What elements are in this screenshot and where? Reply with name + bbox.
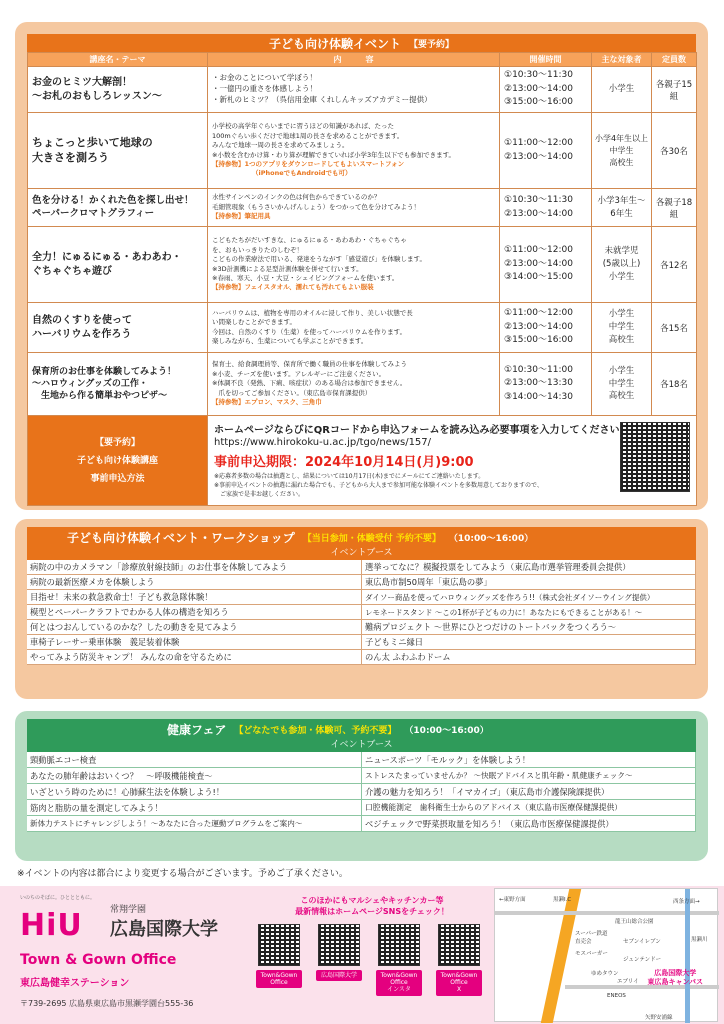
health-fair-header — [27, 719, 696, 739]
col-header: 主な対象者 — [592, 53, 652, 67]
col-header: 講座名・テーマ — [28, 53, 208, 67]
list-item: のん太 ふわふわドーム — [362, 650, 696, 665]
list-item: 何とはつおんしているのかな？したの動きを見てみよう — [27, 620, 362, 635]
qr-card — [256, 924, 302, 996]
qr-code-icon[interactable] — [258, 924, 300, 966]
list-item: やってみよう防災キャンプ！ みんなの命を守るために — [27, 650, 362, 665]
list-item: 模型とペーパークラフトでわかる人体の構造を知ろう — [27, 605, 362, 620]
event-description-cell — [208, 353, 500, 416]
event-name: ちょこっと歩いて地球の 大きさを測ろう — [28, 113, 208, 189]
booth-list — [27, 547, 696, 665]
address: 〒739-2695 広島県東広島市黒瀬学園台555-36 — [20, 999, 194, 1008]
list-item: 介護の魅力を知ろう！「イマカイゴ」（東広島市介護保険課提供） — [362, 784, 696, 800]
map-label: エブリイ — [617, 979, 639, 985]
hiu-logo-text: HiU — [20, 908, 83, 943]
event-target: 小学生 中学生 高校生 — [592, 303, 652, 353]
event-times: ①11:00〜12:00 ②13:00〜14:00 ③14:00〜15:00 — [500, 227, 592, 303]
list-item: レモネードスタンド 〜この1杯が子どもの力に！あなたにもできることがある！〜 — [362, 605, 696, 620]
map-label: 黒瀬川 — [691, 937, 708, 943]
event-description-cell — [208, 113, 500, 189]
event-description: 保育士、給食調理員等、保育所で働く職員の仕事を体験してみよう ※小麦、チーズを使います。アレルギーにご注意ください。 ※体調不良（発熱、下痢、咳症状）のある場合は参加できません。 爪を切ってご参加ください。（東広島市保育課提供） — [212, 360, 407, 397]
tagline: いのちのそばに。ひととともに。 — [20, 895, 96, 901]
event-capacity: 各親子15組 — [652, 67, 697, 113]
access-map — [494, 888, 718, 1022]
university-name-block — [110, 902, 218, 941]
section-subtitle: 【要予約】 — [409, 39, 455, 50]
section-title: 子ども向け体験イベント — [268, 36, 401, 51]
event-name: 自然のくすりを使って ハーバリウムを作ろう — [28, 303, 208, 353]
table-row — [28, 189, 697, 227]
qr-code-icon[interactable] — [438, 924, 480, 966]
section-subtitle: 【どなたでも参加・体験可、予約不要】 — [234, 725, 397, 736]
event-description: ・お金のことについて学ぼう！ ・一億円の重さを体感しよう！ ・新札のヒミツ？（呉信用金庫 くれしんキッズアカデミー提供） — [208, 67, 500, 113]
office-name: Town & Gown Office — [20, 952, 177, 968]
event-name: 保育所のお仕事を体験してみよう！ 〜ハロウィングッズの工作・ 生地から作る簡単おやつピザ〜 — [28, 353, 208, 416]
qr-card — [436, 924, 482, 996]
map-label: ENEOS — [607, 993, 626, 999]
list-item: 東広島市制50周年「東広島の夢」 — [362, 575, 696, 590]
section-hours: （10:00〜16:00） — [404, 725, 489, 736]
map-label: スーパー鉄道 直売会 — [575, 931, 608, 945]
apply-notes: ※応募者多数の場合は抽選とし、結果については10月17日(木)までにメールにてご連絡いたします。 ※事前申込イベントの抽選に漏れた場合でも、子どもから大人まで参加可能な体験イベントを多数用意しておりますので、 ご家族で是非お越しください。 — [214, 473, 543, 498]
reservation-events-panel — [15, 22, 708, 510]
map-label: セブンイレブン — [623, 939, 661, 945]
col-header: 内 容 — [208, 53, 500, 67]
section-hours: （10:00〜16:00） — [448, 533, 534, 544]
event-name: 全力！にゅるにゅる・あわあわ・ ぐちゃぐちゃ遊び — [28, 227, 208, 303]
event-name: お金のヒミツ大解剖！ 〜お札のおもしろレッスン〜 — [28, 67, 208, 113]
table-row — [28, 353, 697, 416]
reservation-events-header — [27, 34, 696, 52]
list-item: 選挙ってなに？模擬投票をしてみよう（東広島市選挙管理委員会提供） — [362, 560, 696, 575]
event-capacity: 各15名 — [652, 303, 697, 353]
map-label: モスバーガー — [575, 951, 608, 957]
list-item: 頸動脈エコー検査 — [27, 752, 362, 768]
booth-header: イベントブース — [27, 739, 696, 752]
change-notice: ※イベントの内容は都合により変更する場合がございます。予めご了承ください。 — [17, 869, 348, 879]
list-item: いざという時のために！心肺蘇生法を体験しよう!！ — [27, 784, 362, 800]
campus-label: 広島国際大学 東広島キャンパス — [647, 968, 703, 986]
event-capacity: 各親子18組 — [652, 189, 697, 227]
map-river — [685, 889, 690, 1023]
event-times: ①10:30〜11:30 ②13:00〜14:00 ③15:00〜16:00 — [500, 67, 592, 113]
map-label: 黒瀬I.C — [553, 897, 572, 903]
event-capacity: 各30名 — [652, 113, 697, 189]
table-row — [28, 227, 697, 303]
event-target: 未就学児 (5歳以上) 小学生 — [592, 227, 652, 303]
table-row — [28, 303, 697, 353]
map-label: ←東野方面 — [499, 897, 526, 903]
section-title: 子ども向け体験イベント・ワークショップ — [67, 530, 295, 545]
apply-deadline: 事前申込期限：2024年10月14日(月)9:00 — [214, 455, 474, 471]
event-times: ①11:00〜12:00 ②13:00〜14:00 — [500, 113, 592, 189]
event-times: ①11:00〜12:00 ②13:00〜14:00 ③15:00〜16:00 — [500, 303, 592, 353]
list-item: あなたの肺年齢はおいくつ？ 〜呼吸機能検査〜 — [27, 768, 362, 784]
event-target: 小学生 — [592, 67, 652, 113]
apply-instruction: ホームページならびにQRコードから申込フォームを読み込み必要事項を入力してください — [214, 425, 620, 437]
section-title: 健康フェア — [167, 722, 227, 737]
apply-url-link[interactable]: https://www.hirokoku-u.ac.jp/tgo/news/157/ — [214, 437, 432, 449]
footer — [0, 886, 724, 1024]
section-subtitle: 【当日参加・体験受付 予約不要】 — [302, 533, 441, 544]
school-prefix: 常翔学園 — [110, 905, 147, 915]
list-item: 病院の中のカメラマン「診療放射線技師」のお仕事を体験してみよう — [27, 560, 362, 575]
qr-card — [376, 924, 422, 996]
walkin-events-panel — [15, 519, 708, 699]
hiu-logo — [20, 908, 83, 943]
event-bring-items: 【持参物】フェイスタオル、濡れても汚れてもよい服装 — [212, 283, 374, 292]
reservation-events-table — [27, 52, 697, 506]
sns-qr-row — [256, 924, 482, 996]
event-times: ①10:30〜11:30 ②13:00〜14:00 — [500, 189, 592, 227]
list-item: 目指せ！未来の救急救命士！子ども救急隊体験！ — [27, 590, 362, 605]
event-target: 小学3年生〜 6年生 — [592, 189, 652, 227]
map-label: 矢野安浦線 — [645, 1015, 673, 1021]
list-item: 病院の最新医療メカを体験しよう — [27, 575, 362, 590]
qr-code-icon[interactable] — [318, 924, 360, 966]
list-item: ニュースポーツ「モルック」を体験しよう！ — [362, 752, 696, 768]
booth-list — [27, 739, 696, 832]
list-item: 難病プロジェクト 〜世界にひとつだけのトートバックをつくろう〜 — [362, 620, 696, 635]
event-name: 色を分ける！かくれた色を探し出せ！ ペーパークロマトグラフィー — [28, 189, 208, 227]
event-bring-items: 【持参物】1つのアプリをダウンロードしてもよいスマートフォン — [212, 159, 405, 168]
list-item: ストレスたまっていませんか？ 〜快眠アドバイスと肌年齢・肌健康チェック〜 — [362, 768, 696, 784]
col-header: 定員数 — [652, 53, 697, 67]
event-bring-items: 【持参物】エプロン、マスク、三角巾 — [212, 398, 322, 407]
walkin-events-header — [27, 527, 696, 547]
event-bring-items-note: （iPhoneでもAndroidでも可） — [252, 169, 352, 178]
sns-promo-text: このほかにもマルシェやキッチンカー等 最新情報はホームページSNSをチェック！ — [295, 896, 449, 916]
map-label: 西条方面→ — [673, 899, 700, 905]
list-item: ベジチェックで野菜摂取量を知ろう！（東広島市医療保健課提供） — [362, 816, 696, 832]
event-capacity: 各18名 — [652, 353, 697, 416]
qr-label: Town&Gown Office — [256, 970, 302, 988]
map-label: ゆめタウン — [591, 971, 619, 977]
event-bring-items: 【持参物】筆記用具 — [212, 212, 271, 221]
event-description: 小学校の高学年ぐらいまでに習うほどの知識があれば、たった 100mぐらい歩くだけで地球1周の長さを求めることができます。 みんなで地球一周の長さを求めてみましょう。 ※小数を含むかけ算・わり算が理解できていれば小学3年生以下でも参加できます。 — [212, 122, 456, 159]
list-item: 車椅子レーサー乗車体験 義足装着体験 — [27, 635, 362, 650]
event-times: ①10:30〜11:00 ②13:00〜13:30 ③14:00〜14:30 — [500, 353, 592, 416]
qr-label: Town&Gown Office インスタ — [376, 970, 422, 996]
event-target: 小学4年生以上 中学生 高校生 — [592, 113, 652, 189]
map-label: ジュンテンドー — [623, 957, 662, 963]
event-capacity: 各12名 — [652, 227, 697, 303]
event-description: 水性サインペンのインクの色は何色からできているのか？ 毛細管現象（もうさいかんげんしょう）をつかって色を分けてみよう！ — [212, 193, 420, 211]
map-label: 龍王山総合公園 — [615, 919, 654, 925]
table-row — [28, 113, 697, 189]
apply-method-details — [208, 416, 697, 506]
event-target: 小学生 中学生 高校生 — [592, 353, 652, 416]
qr-label: Town&Gown Office X — [436, 970, 482, 996]
station-name: 東広島健幸ステーション — [20, 978, 130, 989]
university-name: 広島国際大学 — [110, 919, 218, 940]
booth-header: イベントブース — [27, 547, 696, 560]
list-item: ダイソー商品を使ってハロウィングッズを作ろう!!（株式会社ダイソーウイング提供） — [362, 590, 696, 605]
event-description: ハーバリウムは、植物を専用のオイルに浸して作り、美しい状態で長 い間楽しむことができます。 今回は、自然のくすり（生薬）を使ってハーバリウムを作ります。 楽しみながら、生薬についても学ぶことができます。 — [208, 303, 500, 353]
event-description: こどもたちがだいすきな、にゅるにゅる・あわあわ・ぐちゃぐちゃ を、おもいっきりたのしむぞ！ こどもの作業療法で用いる、発達をうながす「感覚遊び」を体験します。 ※3D計測機による足型計測体験を併せて行います。 ※春雨、寒天、小豆・大豆・シェイビングフォームを使います。 — [212, 236, 426, 282]
qr-card — [316, 924, 362, 996]
apply-row — [28, 416, 697, 506]
list-item: 新体力テストにチャレンジしよう！〜あなたに合った運動プログラムをご案内〜 — [27, 816, 362, 832]
qr-label: 広島国際大学 — [316, 970, 362, 981]
event-description-cell — [208, 227, 500, 303]
apply-qr-code[interactable] — [620, 422, 690, 492]
health-fair-panel — [15, 711, 708, 861]
event-description-cell — [208, 189, 500, 227]
list-item: 子どもミニ縁日 — [362, 635, 696, 650]
qr-code-icon[interactable] — [378, 924, 420, 966]
list-item: 口腔機能測定 歯科衛生士からのアドバイス（東広島市医療保健課提供） — [362, 800, 696, 816]
list-item: 筋肉と脂肪の量を測定してみよう！ — [27, 800, 362, 816]
col-header: 開催時間 — [500, 53, 592, 67]
table-row — [28, 67, 697, 113]
apply-method-label: 【要予約】 子ども向け体験講座 事前申込方法 — [28, 416, 208, 506]
